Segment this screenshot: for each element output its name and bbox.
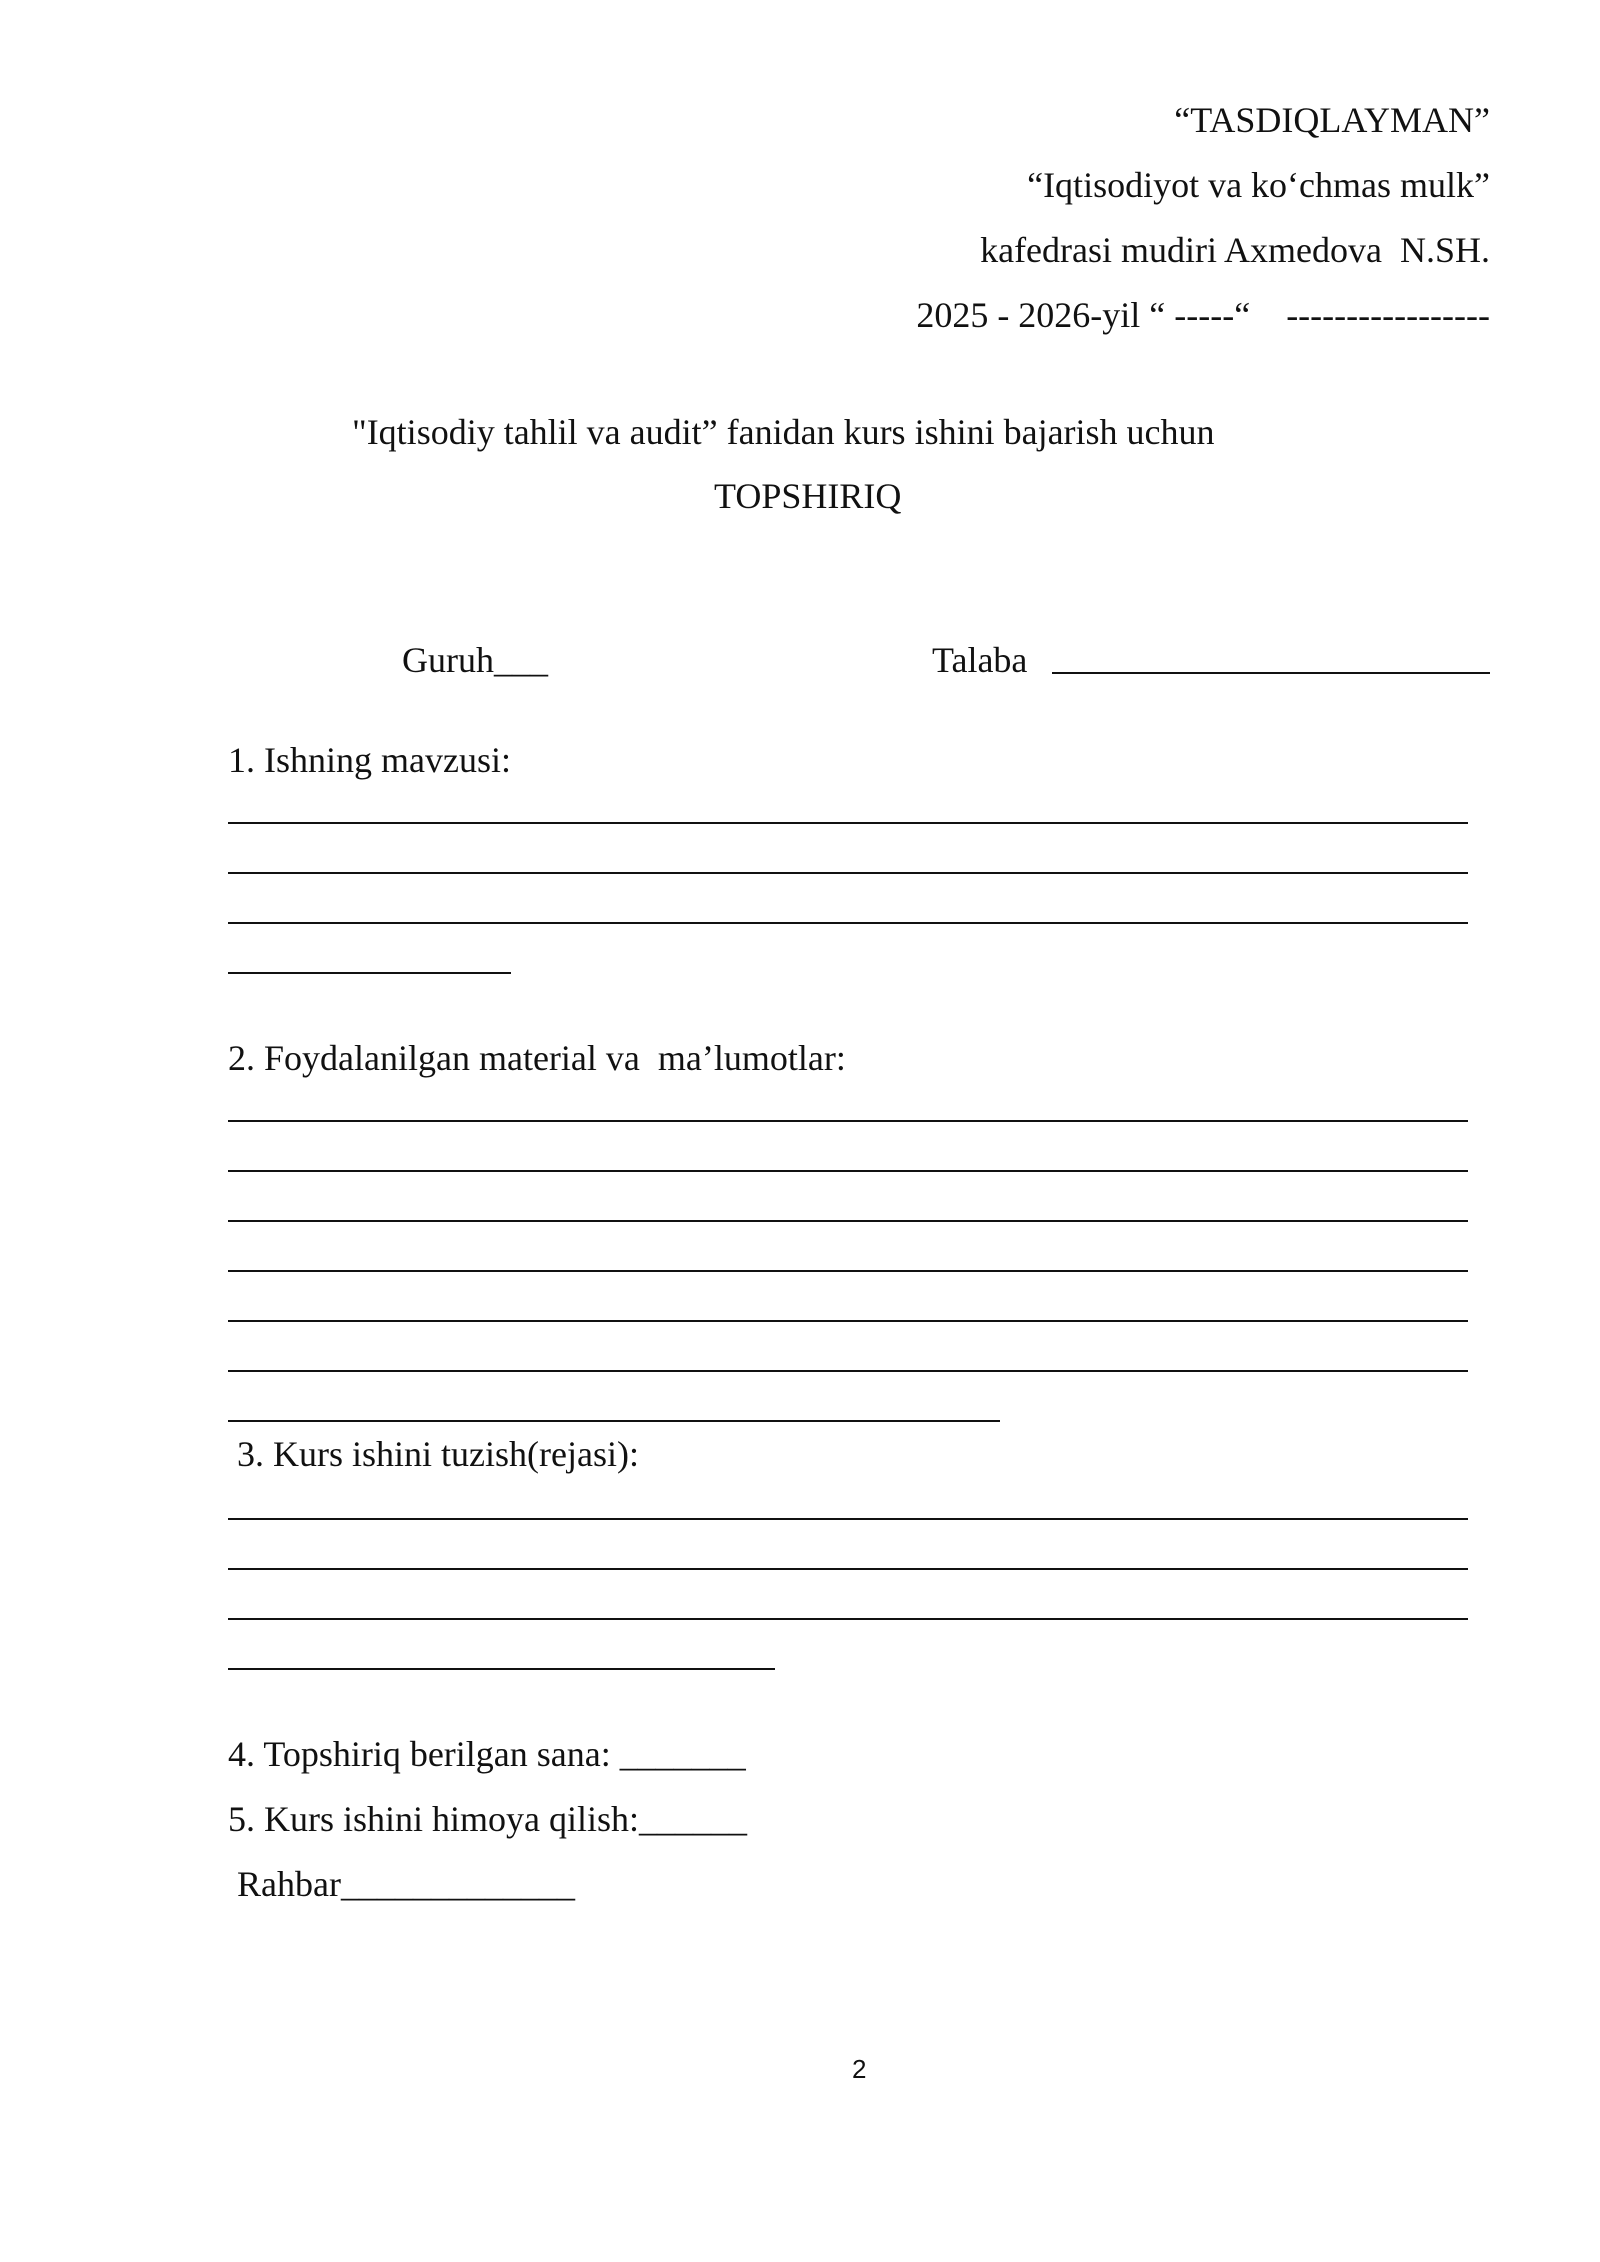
- topic-label: 1. Ishning mavzusi:: [228, 740, 511, 780]
- assignment-title: TOPSHIRIQ: [714, 476, 902, 516]
- approval-department: “Iqtisodiyot va ko‘chmas mulk”: [1027, 165, 1490, 205]
- page-number: 2: [852, 2054, 867, 2084]
- materials-line: [228, 1370, 1468, 1372]
- group-field: Guruh___: [402, 640, 548, 680]
- approval-head: kafedrasi mudiri Axmedova N.SH.: [980, 230, 1490, 270]
- topic-line: [228, 922, 1468, 924]
- materials-line: [228, 1120, 1468, 1122]
- materials-line: [228, 1170, 1468, 1172]
- topic-line: [228, 822, 1468, 824]
- student-name-line: [1052, 672, 1490, 674]
- approval-title: “TASDIQLAYMAN”: [1174, 100, 1490, 140]
- plan-line: [228, 1668, 775, 1670]
- plan-line: [228, 1618, 1468, 1620]
- materials-line: [228, 1270, 1468, 1272]
- student-label: Talaba: [932, 640, 1028, 680]
- topic-line: [228, 972, 511, 974]
- materials-line: [228, 1220, 1468, 1222]
- materials-line: [228, 1320, 1468, 1322]
- supervisor-field: Rahbar_____________: [228, 1864, 575, 1904]
- issued-date-field: 4. Topshiriq berilgan sana: _______: [228, 1734, 746, 1774]
- plan-label: 3. Kurs ishini tuzish(rejasi):: [228, 1434, 639, 1474]
- topic-line: [228, 872, 1468, 874]
- defense-field: 5. Kurs ishini himoya qilish:______: [228, 1799, 748, 1839]
- assignment-subtitle: "Iqtisodiy tahlil va audit” fanidan kurs ishini bajarish uchun: [352, 412, 1215, 452]
- materials-label: 2. Foydalanilgan material va ma’lumotlar:: [228, 1038, 846, 1078]
- materials-line: [228, 1420, 1000, 1422]
- plan-line: [228, 1568, 1468, 1570]
- plan-line: [228, 1518, 1468, 1520]
- approval-date-line: 2025 - 2026-yil “ -----“ -----------------: [916, 295, 1490, 335]
